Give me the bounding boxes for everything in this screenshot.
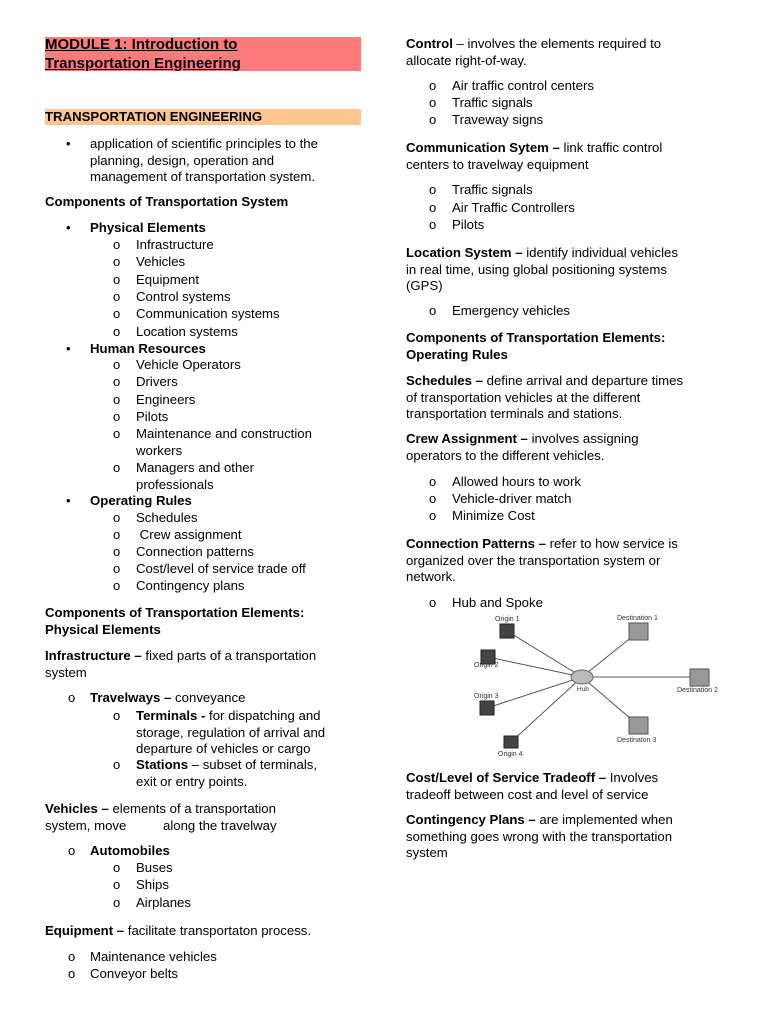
list-item: Infrastructure — [136, 237, 214, 252]
list-item-continuation: workers — [136, 443, 183, 458]
list-item: Managers and other — [136, 460, 255, 475]
sub-bullet-icon: o — [113, 324, 121, 339]
bullet-icon: • — [66, 341, 71, 356]
components-heading: Components of Transportation System — [45, 194, 289, 209]
physical-elements-heading: Components of Transportation Elements: Physical Elements — [45, 605, 305, 637]
list-item: Vehicle Operators — [136, 357, 241, 372]
list-item: Traffic signals — [452, 95, 533, 110]
destination-1-label: Destination 1 — [617, 615, 658, 622]
operating-rules-heading: Components of Transportation Elements: Operating Rules — [406, 330, 666, 362]
sub-bullet-icon: o — [113, 860, 121, 875]
list-item: Equipment — [136, 272, 200, 287]
list-item: Vehicle-driver match — [452, 491, 572, 506]
equipment-paragraph: Equipment – facilitate transportaton process. — [45, 923, 312, 938]
list-item: Engineers — [136, 392, 196, 407]
definition-text: application of scientific principles to the planning, design, operation and management of transportation system. — [90, 136, 318, 184]
list-item: Buses — [136, 860, 173, 875]
destination-3-node — [629, 717, 648, 734]
list-item: Pilots — [452, 217, 485, 232]
hub-spoke-diagram — [470, 612, 728, 762]
list-item: Hub and Spoke — [452, 595, 543, 610]
connection-paragraph: Connection Patterns – refer to how service is organized over the transportation system or network. — [406, 536, 678, 584]
bullet-icon: • — [66, 136, 71, 151]
list-item: Traffic signals — [452, 182, 533, 197]
origin-2-label: Origin 2 — [474, 662, 499, 669]
sub-bullet-icon: o — [429, 595, 437, 610]
sub-bullet-icon: o — [113, 306, 121, 321]
list-item: Airplanes — [136, 895, 191, 910]
list-item-continuation: professionals — [136, 477, 214, 492]
sub-bullet-icon: o — [113, 527, 121, 542]
travelways-item: Travelways – conveyance — [90, 690, 246, 705]
automobiles-label: Automobiles — [90, 843, 170, 858]
origin-4-node — [504, 736, 518, 748]
sub-bullet-icon: o — [113, 409, 121, 424]
sub-bullet-icon: o — [113, 561, 121, 576]
sub-bullet-icon: o — [429, 182, 437, 197]
sub-bullet-icon: o — [68, 949, 76, 964]
sub-bullet-icon: o — [113, 877, 121, 892]
list-item: Vehicles — [136, 254, 186, 269]
stations-item: Stations – subset of terminals, exit or entry points. — [136, 757, 318, 789]
list-item: Air Traffic Controllers — [452, 200, 575, 215]
list-item: Conveyor belts — [90, 966, 178, 981]
bullet-icon: • — [66, 220, 71, 235]
list-item: Schedules — [136, 510, 198, 525]
list-item: Maintenance and construction — [136, 426, 312, 441]
origin-3-label: Origin 3 — [474, 693, 499, 700]
module-title: MODULE 1: Introduction to Transportation Engineering — [45, 36, 241, 72]
origin-1-label: Origin 1 — [495, 616, 520, 623]
sub-bullet-icon: o — [68, 843, 76, 858]
sub-bullet-icon: o — [113, 708, 121, 723]
vehicles-paragraph: Vehicles – elements of a transportation system, move along the travelway — [45, 801, 277, 833]
sub-bullet-icon: o — [113, 895, 121, 910]
sub-bullet-icon: o — [113, 289, 121, 304]
list-item: Ships — [136, 877, 169, 892]
hub-node — [571, 670, 593, 684]
sub-bullet-icon: o — [429, 217, 437, 232]
list-item: Control systems — [136, 289, 231, 304]
list-item: Minimize Cost — [452, 508, 535, 523]
sub-bullet-icon: o — [68, 690, 76, 705]
list-item: Maintenance vehicles — [90, 949, 217, 964]
sub-bullet-icon: o — [113, 578, 121, 593]
sub-bullet-icon: o — [429, 112, 437, 127]
section-heading: TRANSPORTATION ENGINEERING — [45, 109, 263, 124]
list-item: Air traffic control centers — [452, 78, 594, 93]
bullet-icon: • — [66, 493, 71, 508]
sub-bullet-icon: o — [113, 254, 121, 269]
human-resources-label: Human Resources — [90, 341, 206, 356]
list-item: Drivers — [136, 374, 178, 389]
destination-2-label: Destination 2 — [677, 687, 718, 694]
sub-bullet-icon: o — [113, 426, 121, 441]
location-paragraph: Location System – identify individual vehicles in real time, using global positioning systems (GPS) — [406, 245, 678, 293]
sub-bullet-icon: o — [429, 474, 437, 489]
sub-bullet-icon: o — [429, 508, 437, 523]
hub-label: Hub — [577, 686, 589, 693]
list-item: Pilots — [136, 409, 169, 424]
destination-3-label: Destinaton 3 — [617, 737, 657, 744]
sub-bullet-icon: o — [429, 303, 437, 318]
sub-bullet-icon: o — [113, 272, 121, 287]
contingency-paragraph: Contingency Plans – are implemented when something goes wrong with the transportation system — [406, 812, 673, 860]
sub-bullet-icon: o — [429, 491, 437, 506]
terminals-item: Terminals - for dispatching and storage, regulation of arrival and departure of vehicles or cargo — [136, 708, 326, 756]
schedules-paragraph: Schedules – define arrival and departure times of transportation vehicles at the different transportation terminals and stations. — [406, 373, 684, 421]
crew-paragraph: Crew Assignment – involves assigning operators to the different vehicles. — [406, 431, 639, 463]
cost-paragraph: Cost/Level of Service Tradeoff – Involves tradeoff between cost and level of service — [406, 770, 659, 802]
operating-rules-label: Operating Rules — [90, 493, 192, 508]
origin-1-node — [500, 624, 514, 638]
infrastructure-paragraph: Infrastructure – fixed parts of a transportation system — [45, 648, 317, 680]
sub-bullet-icon: o — [113, 374, 121, 389]
sub-bullet-icon: o — [113, 357, 121, 372]
sub-bullet-icon: o — [429, 95, 437, 110]
sub-bullet-icon: o — [113, 757, 121, 772]
list-item: Emergency vehicles — [452, 303, 571, 318]
list-item: Communication systems — [136, 306, 280, 321]
sub-bullet-icon: o — [68, 966, 76, 981]
list-item: Connection patterns — [136, 544, 255, 559]
sub-bullet-icon: o — [113, 392, 121, 407]
physical-elements-label: Physical Elements — [90, 220, 206, 235]
sub-bullet-icon: o — [429, 78, 437, 93]
sub-bullet-icon: o — [113, 544, 121, 559]
communication-paragraph: Communication Sytem – link traffic control centers to travelway equipment — [406, 140, 663, 172]
sub-bullet-icon: o — [113, 460, 121, 475]
list-item: Contingency plans — [136, 578, 245, 593]
control-paragraph: Control – involves the elements required to allocate right-of-way. — [406, 36, 662, 68]
destination-2-node — [690, 669, 709, 686]
origin-3-node — [480, 701, 494, 715]
list-item: Allowed hours to work — [452, 474, 582, 489]
list-item: Crew assignment — [136, 527, 242, 542]
sub-bullet-icon: o — [429, 200, 437, 215]
destination-1-node — [629, 623, 648, 640]
list-item: Cost/level of service trade off — [136, 561, 306, 576]
sub-bullet-icon: o — [113, 510, 121, 525]
list-item: Traveway signs — [452, 112, 544, 127]
sub-bullet-icon: o — [113, 237, 121, 252]
list-item: Location systems — [136, 324, 238, 339]
origin-4-label: Origin 4 — [498, 751, 523, 758]
